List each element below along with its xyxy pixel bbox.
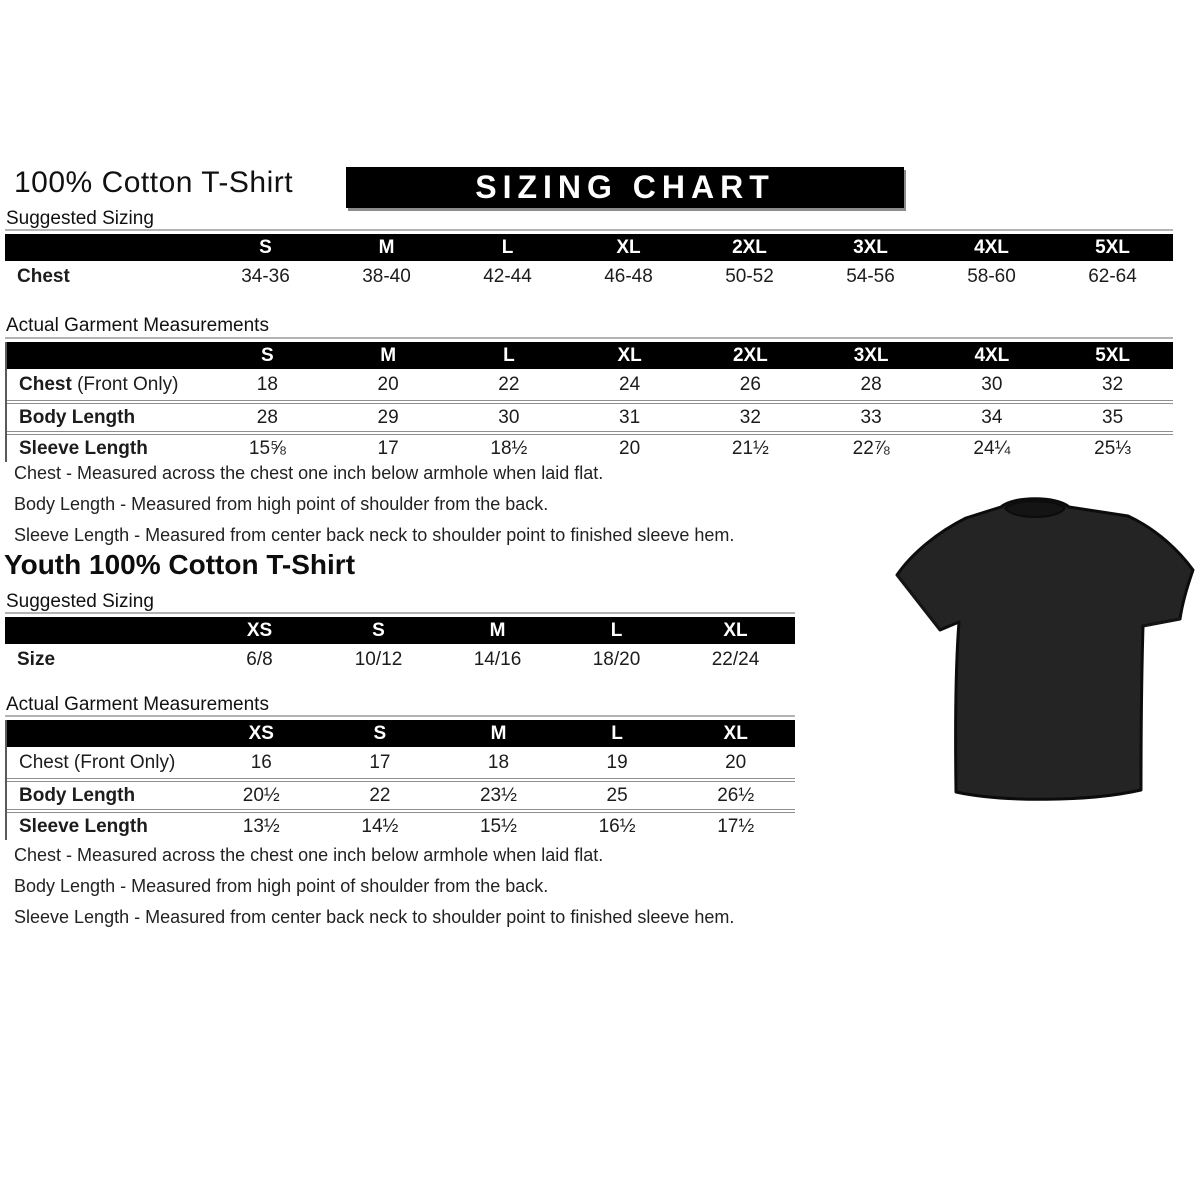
size-column-header: S	[321, 720, 440, 747]
size-column-header: M	[326, 234, 447, 261]
measurement-value-cell: 58-60	[967, 265, 1016, 287]
youth-suggested-sizing-table-wrap	[5, 612, 795, 675]
measurement-value-cell: 35	[1052, 400, 1173, 431]
size-column-header: 5XL	[1052, 342, 1173, 369]
note-body-length: Body Length - Measured from high point of shoulder from the back.	[14, 494, 549, 514]
measurement-row	[7, 400, 1173, 431]
size-column-header: L	[449, 342, 570, 369]
row-label-cell: Chest	[17, 265, 70, 287]
measurement-value-cell: 23½	[439, 778, 558, 809]
size-column-header: M	[439, 720, 558, 747]
row-label-cell: Sleeve Length	[7, 809, 202, 840]
size-column-header: XL	[676, 617, 795, 644]
youth-actual-measurements-label: Actual Garment Measurements	[6, 694, 269, 715]
row-label-cell: Sleeve Length	[7, 431, 207, 462]
measurement-value-cell: 32	[1102, 373, 1124, 395]
measurement-value-cell: 33	[811, 400, 932, 431]
size-column-header: XS	[202, 720, 321, 747]
measurement-value-cell: 20	[377, 373, 399, 395]
size-column-header: M	[328, 342, 449, 369]
measurement-value-cell: 26½	[676, 778, 795, 809]
measurement-value-cell: 20½	[202, 778, 321, 809]
size-column-header: L	[558, 720, 677, 747]
measurement-value-cell: 22/24	[711, 648, 760, 670]
page-title: 100% Cotton T-Shirt	[14, 166, 294, 199]
black-tshirt-photo	[880, 470, 1200, 830]
youth-suggested-sizing-label: Suggested Sizing	[6, 591, 154, 612]
measurement-value-cell: 18½	[449, 431, 570, 462]
measurement-value-cell: 19	[606, 751, 628, 773]
size-column-header: 3XL	[810, 234, 931, 261]
note-sleeve-length: Sleeve Length - Measured from center back neck to shoulder point to finished sleeve hem.	[14, 907, 735, 927]
size-column-header: 5XL	[1052, 234, 1173, 261]
size-column-header: 4XL	[931, 234, 1052, 261]
size-column-header: XS	[200, 617, 319, 644]
measurement-value-cell: 15⅝	[207, 431, 328, 462]
measurement-value-cell: 17	[328, 431, 449, 462]
corner-cell	[5, 234, 205, 261]
measurement-value-cell: 30	[449, 400, 570, 431]
measurement-value-cell: 32	[690, 400, 811, 431]
row-label-cell: Body Length	[7, 778, 202, 809]
measurement-row	[5, 644, 795, 675]
note-body-length: Body Length - Measured from high point of shoulder from the back.	[14, 876, 549, 896]
tshirt-collar	[1005, 501, 1065, 517]
measurement-value-cell: 30	[981, 373, 1003, 395]
measurement-value-cell: 38-40	[362, 265, 411, 287]
measurement-value-cell: 14/16	[473, 648, 522, 670]
note-chest: Chest - Measured across the chest one inch below armhole when laid flat.	[14, 463, 604, 483]
measurement-value-cell: 22	[498, 373, 520, 395]
size-column-header: 2XL	[690, 342, 811, 369]
youth-actual-measurements-table	[5, 720, 795, 840]
measurement-value-cell: 10/12	[354, 648, 403, 670]
corner-cell	[5, 617, 200, 644]
measurement-value-cell: 25	[558, 778, 677, 809]
measurement-value-cell: 22	[321, 778, 440, 809]
row-label-cell: Chest (Front Only)	[19, 373, 179, 395]
row-label-cell: Body Length	[7, 400, 207, 431]
measurement-value-cell: 18	[487, 751, 510, 773]
measurement-value-cell: 24	[619, 373, 641, 395]
row-label-cell: Chest (Front Only)	[19, 751, 176, 773]
measurement-value-cell: 46-48	[604, 265, 653, 287]
youth-actual-measurements-table-wrap	[5, 715, 795, 840]
measurement-value-cell: 54-56	[846, 265, 895, 287]
measurement-value-cell: 21½	[690, 431, 811, 462]
size-column-header: S	[205, 234, 326, 261]
row-label-cell: Size	[17, 648, 56, 670]
adult-actual-measurements-table	[5, 342, 1173, 462]
measurement-value-cell: 18	[256, 373, 278, 395]
measurement-value-cell: 17	[369, 751, 391, 773]
size-header-row	[5, 234, 1173, 261]
size-column-header: S	[207, 342, 328, 369]
note-sleeve-length: Sleeve Length - Measured from center back neck to shoulder point to finished sleeve hem.	[14, 525, 735, 545]
youth-page-title: Youth 100% Cotton T-Shirt	[4, 549, 356, 580]
measurement-value-cell: 28	[860, 373, 882, 395]
measurement-row	[7, 369, 1173, 400]
measurement-value-cell: 13½	[202, 809, 321, 840]
measurement-row	[5, 261, 1173, 292]
size-column-header: 2XL	[689, 234, 810, 261]
size-header-row	[7, 342, 1173, 369]
size-column-header: L	[447, 234, 568, 261]
measurement-value-cell: 42-44	[483, 265, 532, 287]
youth-suggested-sizing-table	[5, 617, 795, 675]
measurement-value-cell: 25⅓	[1052, 431, 1173, 462]
sizing-chart-banner: SIZING CHART	[346, 167, 904, 208]
adult-suggested-sizing-label: Suggested Sizing	[6, 208, 154, 229]
size-header-row	[5, 617, 795, 644]
measurement-value-cell: 28	[207, 400, 328, 431]
measurement-value-cell: 15½	[439, 809, 558, 840]
measurement-row	[7, 778, 795, 809]
corner-cell	[7, 720, 202, 747]
size-column-header: XL	[568, 234, 689, 261]
measurement-value-cell: 24¼	[932, 431, 1053, 462]
corner-cell	[7, 342, 207, 369]
size-column-header: L	[557, 617, 676, 644]
measurement-value-cell: 20	[725, 751, 747, 773]
measurement-value-cell: 14½	[321, 809, 440, 840]
size-column-header: 4XL	[932, 342, 1053, 369]
measurement-value-cell: 31	[569, 400, 690, 431]
size-column-header: XL	[569, 342, 690, 369]
youth-measurement-notes	[14, 840, 734, 933]
measurement-value-cell: 34	[932, 400, 1053, 431]
measurement-row	[7, 809, 795, 840]
size-column-header: S	[319, 617, 438, 644]
measurement-value-cell: 18/20	[592, 648, 641, 670]
size-column-header: M	[438, 617, 557, 644]
measurement-row	[7, 747, 795, 778]
measurement-value-cell: 16½	[558, 809, 677, 840]
adult-suggested-sizing-table	[5, 234, 1173, 292]
adult-measurement-notes	[14, 458, 734, 551]
measurement-value-cell: 26	[739, 373, 761, 395]
measurement-value-cell: 50-52	[725, 265, 774, 287]
measurement-value-cell: 6/8	[246, 648, 273, 670]
size-header-row	[7, 720, 795, 747]
measurement-value-cell: 16	[250, 751, 272, 773]
adult-suggested-sizing-table-wrap	[5, 229, 1173, 292]
tshirt-body	[897, 499, 1193, 800]
note-chest: Chest - Measured across the chest one inch below armhole when laid flat.	[14, 845, 604, 865]
adult-actual-measurements-table-wrap	[5, 337, 1173, 462]
measurement-value-cell: 22⅞	[811, 431, 932, 462]
size-column-header: XL	[676, 720, 795, 747]
measurement-value-cell: 20	[569, 431, 690, 462]
measurement-value-cell: 34-36	[241, 265, 290, 287]
measurement-value-cell: 17½	[676, 809, 795, 840]
measurement-value-cell: 62-64	[1088, 265, 1137, 287]
measurement-value-cell: 29	[328, 400, 449, 431]
size-column-header: 3XL	[811, 342, 932, 369]
adult-actual-measurements-label: Actual Garment Measurements	[6, 315, 269, 336]
